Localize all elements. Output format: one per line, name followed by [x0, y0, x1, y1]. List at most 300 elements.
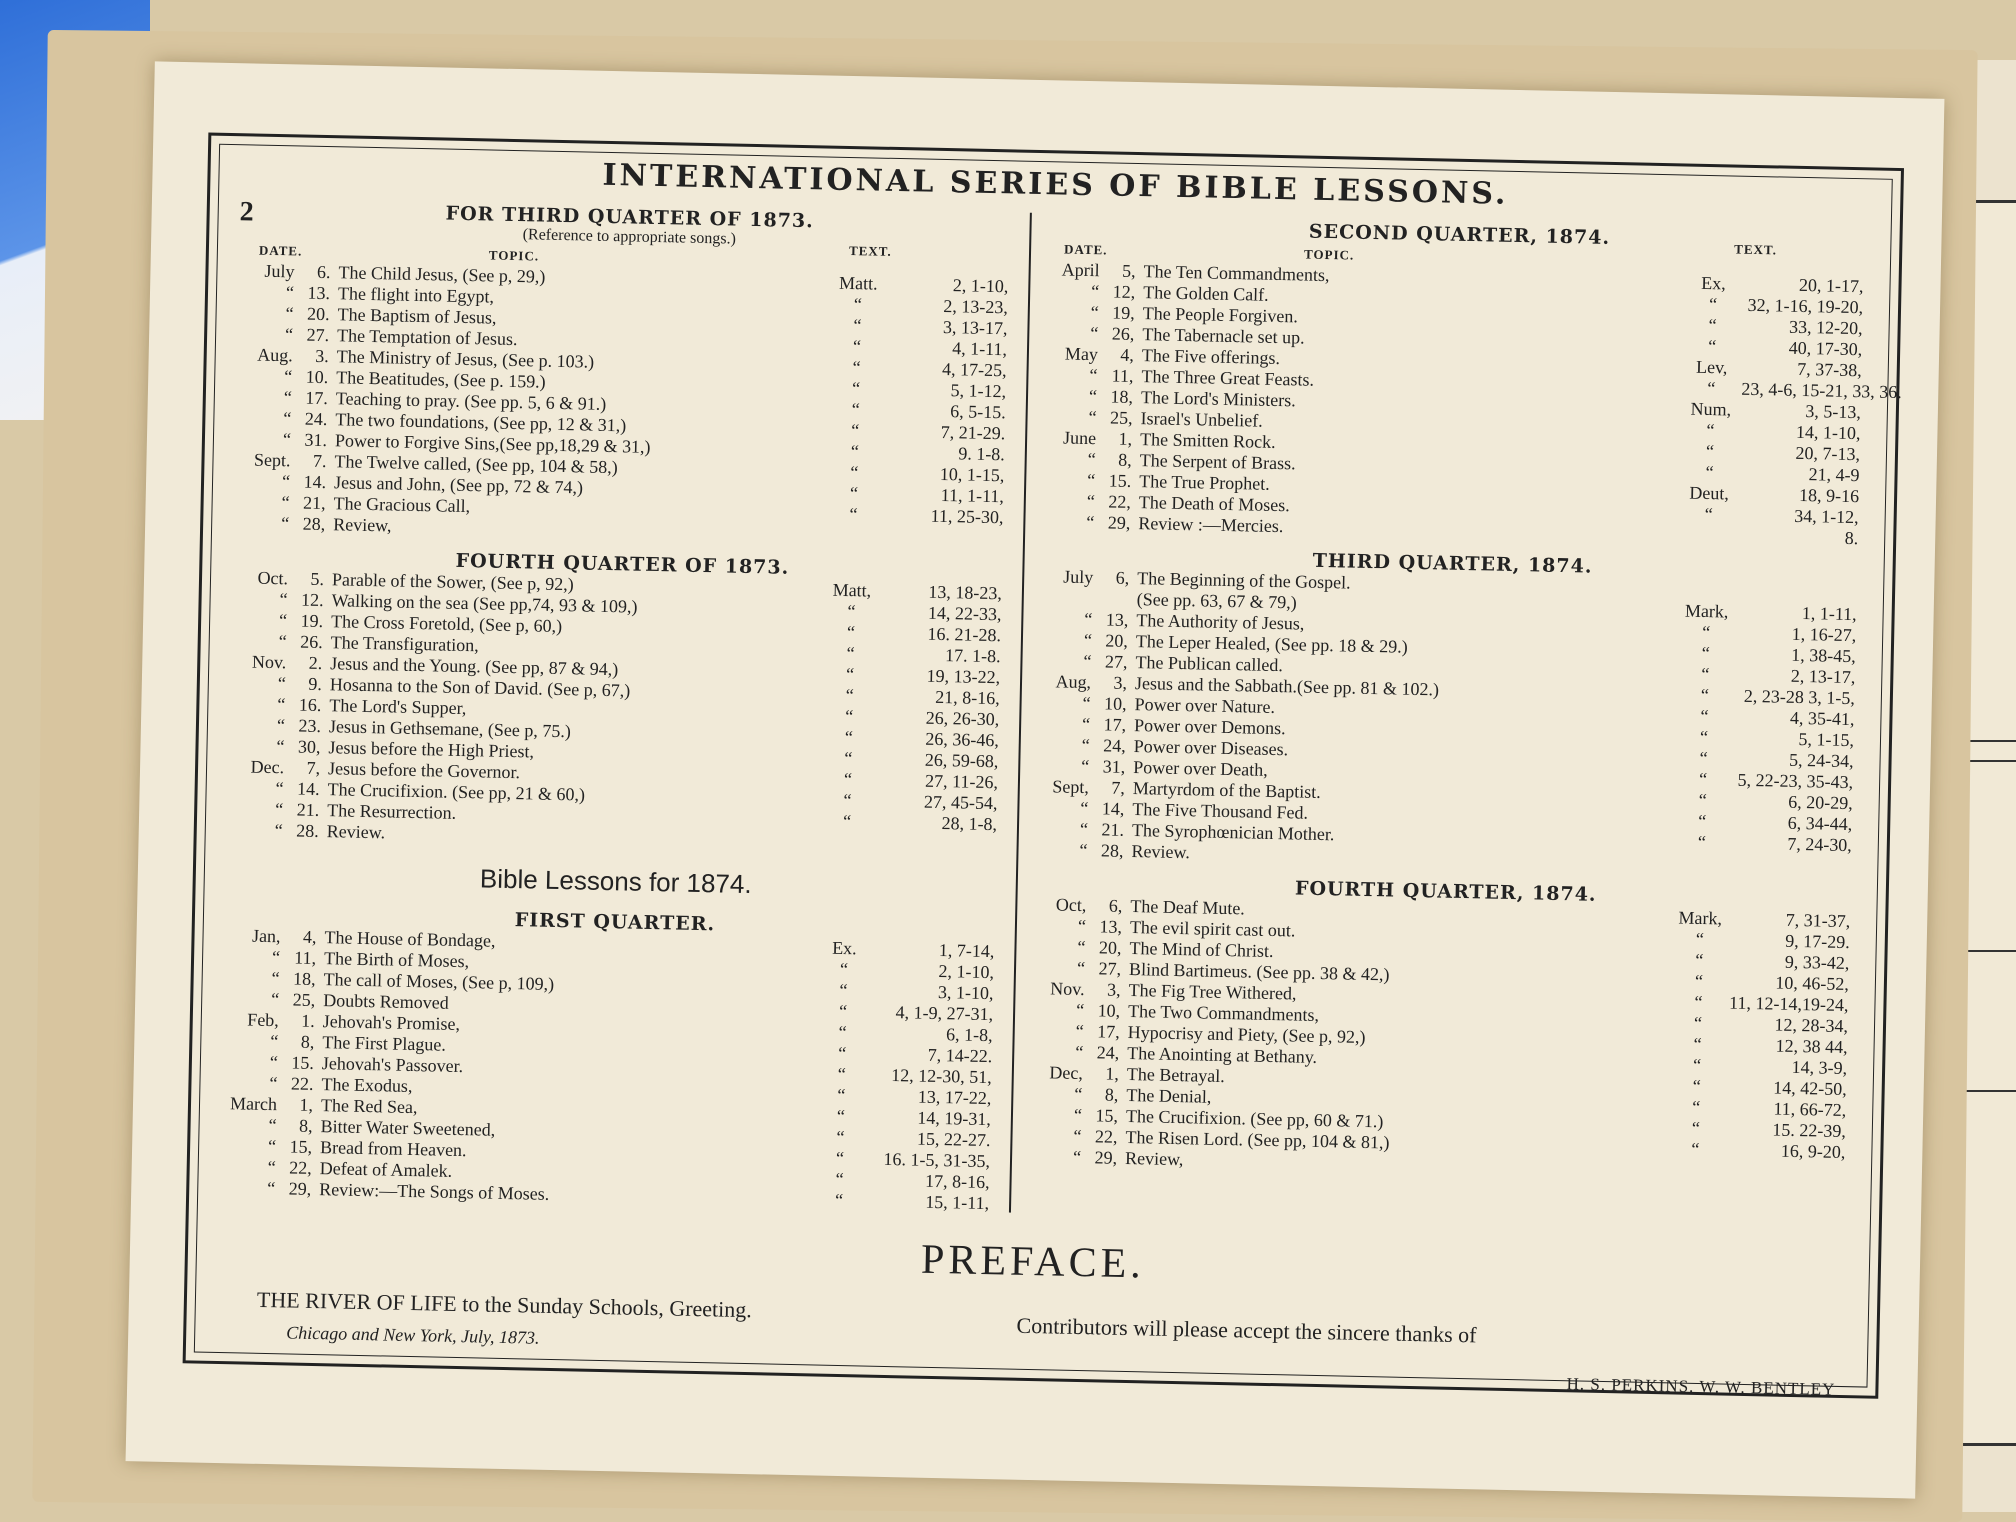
lesson-book: “	[838, 1021, 847, 1043]
lesson-month: Dec,	[1049, 1062, 1084, 1084]
lesson-topic: The Resurrection.	[327, 800, 457, 823]
lesson-day: 14.	[303, 471, 327, 493]
lesson-text: 6, 34-44,	[1787, 812, 1853, 835]
lesson-month: “	[1075, 999, 1085, 1021]
lesson-topic: The Exodus,	[321, 1074, 413, 1097]
lesson-book	[1665, 1159, 1725, 1181]
lesson-text: 8.	[1844, 527, 1859, 549]
lesson-month: “	[278, 631, 287, 652]
lesson-day	[1097, 588, 1137, 610]
preface-dateline: Chicago and New York, July, 1873.	[286, 1322, 540, 1348]
lesson-topic: The Lord's Supper,	[329, 695, 467, 719]
lesson-book: “	[852, 336, 862, 357]
lesson-text: 6, 20-29,	[1787, 791, 1853, 814]
lesson-text: 12, 28-34,	[1774, 1014, 1849, 1037]
lesson-topic: The Ministry of Jesus, (See p. 103.)	[336, 346, 595, 372]
lesson-book: “	[1705, 461, 1714, 483]
lesson-text: 3, 5-13,	[1805, 401, 1862, 423]
lesson-topic: The Three Great Feasts.	[1141, 366, 1315, 390]
lesson-topic: The Two Commandments,	[1127, 1001, 1320, 1025]
lesson-day: 28.	[296, 820, 319, 842]
lesson-topic: The Five Thousand Fed.	[1132, 799, 1309, 823]
lesson-month: “	[1076, 957, 1086, 979]
lesson-month: “	[1081, 734, 1090, 756]
lesson-topic: The House of Bondage,	[324, 927, 496, 951]
lesson-book: Matt.	[838, 272, 878, 294]
lesson-month: Aug.	[257, 344, 293, 366]
lesson-book: Deut,	[1689, 482, 1730, 504]
lesson-day: 12,	[1112, 281, 1136, 302]
lesson-day: 6,	[1115, 567, 1130, 588]
lesson-book: “	[1693, 1012, 1703, 1034]
lesson-month: “	[279, 589, 288, 610]
lesson-day: 13,	[1105, 609, 1129, 630]
lesson-month: “	[285, 303, 294, 324]
lesson-month: “	[1083, 629, 1093, 651]
lesson-topic: The Mind of Christ.	[1129, 938, 1274, 962]
lesson-topic: Jesus before the High Priest,	[328, 737, 535, 762]
lesson-book: “	[1699, 747, 1708, 769]
lesson-topic: The First Plague.	[322, 1032, 447, 1055]
lesson-day: 8,	[300, 1031, 315, 1052]
lesson-day: 10,	[1103, 693, 1127, 714]
lesson-day: 26,	[1111, 323, 1135, 344]
lesson-text: 13, 18-23,	[928, 581, 1003, 604]
lesson-text: 1, 38-45,	[1791, 644, 1856, 667]
lesson-text: 14, 42-50,	[1773, 1077, 1847, 1100]
lesson-book: “	[846, 622, 856, 643]
lesson-day: 25,	[292, 989, 316, 1010]
lesson-book: Ex.	[831, 937, 857, 959]
lesson-book: “	[844, 727, 854, 748]
lesson-month: “	[1090, 323, 1099, 344]
lesson-text: 7, 37-38,	[1797, 358, 1862, 381]
lesson-topic: Martyrdom of the Baptist.	[1132, 778, 1322, 802]
lesson-text: 5, 24-34,	[1788, 749, 1854, 772]
lesson-book	[816, 831, 876, 853]
lesson-month: “	[283, 408, 292, 429]
lesson-text: 1, 1-11,	[1801, 603, 1857, 625]
lesson-text: 9. 1-8.	[958, 443, 1006, 465]
lesson-book: “	[1692, 1075, 1701, 1097]
lesson-topic: Jesus in Gethsemane, (See p, 75.)	[328, 716, 572, 742]
lesson-text	[1725, 1161, 1855, 1185]
lesson-book: “	[836, 1126, 845, 1148]
lesson-month: “	[276, 736, 285, 757]
lesson-text: 28, 1-8,	[941, 813, 998, 835]
lesson-topic: The Transfiguration,	[330, 632, 479, 656]
lesson-day: 14,	[1101, 798, 1125, 819]
lesson-topic: Power to Forgive Sins,(See pp,18,29 & 31,)	[334, 430, 651, 457]
year-heading: Bible Lessons for 1874.	[479, 863, 752, 900]
lesson-month: “	[269, 1073, 278, 1094]
lesson-topic: The Five offerings.	[1141, 345, 1281, 369]
lesson-day: 6.	[316, 261, 331, 283]
lesson-month: Sept.	[253, 449, 291, 471]
lesson-topic: Review.	[326, 821, 386, 843]
lesson-text: 19, 13-22,	[926, 665, 1001, 688]
lesson-month: Sept,	[1052, 776, 1090, 798]
lesson-day: 27,	[1098, 958, 1122, 979]
lesson-text: 17. 1-8.	[944, 645, 1001, 667]
lesson-book: “	[1704, 503, 1713, 525]
lesson-month: April	[1061, 259, 1100, 281]
lesson-month: “	[1083, 650, 1092, 672]
lesson-text: 20, 7-13,	[1795, 442, 1861, 465]
lesson-day: 31,	[1102, 756, 1126, 777]
lesson-book: “	[1695, 949, 1704, 971]
lesson-topic: The Beatitudes, (See p. 159.)	[336, 367, 546, 392]
lesson-text: 11, 66-72,	[1773, 1098, 1847, 1121]
lesson-day: 7,	[1111, 777, 1126, 798]
lesson-month: Nov.	[251, 651, 287, 673]
left-column	[219, 198, 1020, 1214]
lesson-text: 33, 12-20,	[1788, 316, 1863, 339]
lesson-book	[823, 525, 883, 547]
lesson-day: 14.	[296, 778, 320, 800]
lesson-text: 16. 21-28.	[927, 623, 1002, 646]
lesson-topic: The Birth of Moses,	[323, 948, 470, 972]
lesson-month: “	[276, 715, 286, 736]
lesson-book: “	[1698, 810, 1707, 832]
lesson-month: March	[229, 1093, 278, 1115]
lesson-month: “	[1075, 1020, 1084, 1042]
lesson-book: “	[1694, 970, 1704, 992]
lesson-day: 9.	[308, 673, 323, 695]
lesson-day: 23.	[298, 715, 322, 737]
lesson-book: “	[852, 357, 861, 378]
date-label: DATE.	[1063, 241, 1108, 258]
lesson-day: 8,	[1118, 449, 1132, 470]
lesson-day: 1.	[301, 1010, 316, 1031]
lesson-book: “	[1700, 684, 1710, 706]
preface-thanks: Contributors will please accept the sincere thanks of	[1016, 1312, 1477, 1348]
lesson-book: “	[850, 462, 859, 483]
lesson-book: “	[837, 1063, 847, 1085]
lesson-month: “	[271, 968, 280, 989]
section-title: FOURTH QUARTER, 1874.	[1294, 877, 1597, 906]
lesson-topic: The Deaf Mute.	[1130, 896, 1246, 919]
lesson-month: “	[281, 492, 290, 513]
lesson-list	[1031, 566, 1867, 877]
lesson-text: 21, 8-16,	[935, 686, 1000, 709]
lesson-month: “	[274, 820, 283, 841]
lesson-text: 10, 46-52,	[1775, 972, 1850, 995]
lesson-book: “	[1701, 642, 1711, 664]
lesson-day: 26.	[300, 631, 323, 653]
text-label: TEXT.	[1734, 241, 1778, 258]
lesson-book: “	[1708, 294, 1718, 315]
lesson-topic: The Beginning of the Gospel.	[1137, 568, 1351, 593]
lesson-book: “	[842, 810, 852, 832]
lesson-day: 22,	[1094, 1126, 1118, 1147]
lesson-book: “	[834, 1189, 844, 1211]
lesson-topic: Hosanna to the Son of David. (See p, 67,)	[329, 674, 631, 701]
preface-signature: H. S. PERKINS. W. W. BENTLEY	[1566, 1374, 1836, 1399]
topic-label: TOPIC.	[1303, 246, 1355, 263]
lesson-topic: Hypocrisy and Piety, (See p, 92,)	[1127, 1021, 1366, 1047]
lesson-topic: The Death of Moses.	[1138, 492, 1290, 516]
text-label: TEXT.	[848, 242, 892, 259]
lesson-day: 22,	[1108, 491, 1132, 512]
lesson-text: 18, 9-16	[1798, 484, 1860, 507]
lesson-topic: The Smitten Rock.	[1139, 429, 1276, 452]
lesson-list	[1025, 894, 1861, 1184]
lesson-text: 1, 16-27,	[1791, 623, 1857, 646]
lesson-text: 2, 13-23,	[943, 295, 1009, 318]
lesson-day: 20,	[1105, 630, 1129, 651]
lesson-book: “	[835, 1168, 844, 1190]
lesson-day: 18,	[292, 968, 316, 989]
lesson-book: “	[1693, 1033, 1702, 1055]
lesson-book: “	[1691, 1138, 1700, 1159]
lesson-month: “	[267, 1136, 277, 1157]
lesson-topic: The Authority of Jesus,	[1136, 610, 1305, 634]
lesson-day: 3.	[315, 345, 329, 367]
lesson-month: “	[1087, 449, 1096, 470]
lesson-topic: The Crucifixion. (See pp, 21 & 60,)	[327, 779, 586, 805]
lesson-month: “	[1074, 1083, 1083, 1105]
lesson-month: “	[283, 387, 293, 408]
lesson-month: “	[1088, 407, 1097, 428]
lesson-topic: The People Forgiven.	[1142, 303, 1299, 327]
lesson-topic: Teaching to pray. (See pp. 5, 6 & 91.)	[335, 388, 607, 414]
lesson-text: 4, 1-9, 27-31,	[895, 1002, 994, 1025]
lesson-text: 13, 17-22,	[917, 1086, 992, 1109]
lesson-topic: Parable of the Sower, (See p, 92,)	[331, 569, 574, 595]
lesson-topic: Review:—The Songs of Moses.	[319, 1179, 550, 1204]
lesson-text: 27, 11-26,	[924, 770, 999, 793]
lesson-day: 27.	[306, 324, 330, 346]
lesson-text	[883, 526, 1013, 550]
lesson-day: 15.	[1108, 470, 1132, 491]
lesson-text: 5, 1-15,	[1798, 728, 1855, 751]
lesson-topic: The Gracious Call,	[333, 493, 471, 517]
lesson-month: “	[284, 324, 294, 345]
lesson-month: “	[277, 694, 286, 715]
lesson-day: 5,	[1121, 260, 1136, 281]
lesson-day: 28,	[1100, 840, 1124, 861]
lesson-book: “	[1692, 1054, 1702, 1076]
lesson-text	[1731, 854, 1861, 878]
lesson-day: 18,	[1110, 386, 1134, 407]
lesson-book: Ex,	[1701, 272, 1727, 294]
lesson-text: 5, 22-23, 35-43,	[1737, 769, 1854, 793]
lesson-topic: The True Prophet.	[1139, 471, 1270, 494]
lesson-text: 6, 5-15.	[949, 401, 1006, 423]
lesson-month: “	[281, 471, 291, 492]
lesson-day: 17.	[305, 387, 329, 409]
lesson-book: “	[845, 664, 855, 685]
lesson-topic: The Temptation of Jesus.	[336, 325, 518, 350]
lesson-list	[1038, 259, 1903, 549]
lesson-text: 7, 21-29.	[940, 421, 1006, 444]
lesson-month: “	[1079, 818, 1089, 840]
lesson-text: 20, 1-17,	[1798, 274, 1864, 297]
lesson-text: 6, 1-8,	[945, 1024, 993, 1046]
lesson-book: Matt,	[832, 579, 872, 601]
lesson-day: 13,	[1099, 916, 1123, 937]
lesson-topic: The Denial,	[1126, 1084, 1212, 1107]
lesson-book: “	[1708, 315, 1717, 336]
lesson-topic: Review :—Mercies.	[1138, 513, 1284, 537]
lesson-topic: Review.	[1131, 841, 1191, 863]
lesson-text: 15. 22-39,	[1772, 1119, 1847, 1142]
lesson-list	[233, 260, 1019, 549]
lesson-book: “	[836, 1105, 846, 1127]
lesson-book: “	[1697, 831, 1707, 853]
lesson-text: 3, 13-17,	[942, 316, 1008, 339]
lesson-book: Mark,	[1684, 600, 1729, 622]
lesson-book: “	[1701, 663, 1710, 685]
lesson-day: 29,	[288, 1178, 312, 1199]
lesson-day: 22,	[289, 1157, 312, 1178]
lesson-book: Num,	[1690, 398, 1732, 420]
lesson-text: 27, 45-54,	[923, 791, 998, 814]
right-column	[1025, 215, 1903, 1184]
lesson-month: “	[268, 1115, 277, 1136]
lesson-book: “	[1698, 789, 1707, 811]
lesson-day: 3,	[1106, 979, 1121, 1000]
lesson-day: 1,	[299, 1094, 314, 1115]
lesson-day: 21.	[1101, 819, 1125, 840]
lesson-month: “	[285, 282, 295, 303]
lesson-month: “	[282, 429, 292, 450]
lesson-month: “	[271, 989, 280, 1010]
lesson-topic: Review,	[332, 514, 392, 536]
lesson-book: “	[838, 1042, 847, 1064]
lesson-list	[227, 567, 1013, 856]
lesson-month: “	[271, 947, 281, 968]
lesson-book: “	[845, 685, 854, 706]
lesson-text: 15, 22-27.	[916, 1128, 991, 1151]
lesson-book: “	[849, 504, 858, 525]
lesson-day: 10,	[1097, 1000, 1121, 1021]
lesson-month: “	[1086, 512, 1095, 533]
lesson-topic: The evil spirit cast out.	[1129, 917, 1296, 941]
lesson-book: “	[839, 958, 849, 980]
lesson-day: 19,	[1112, 302, 1136, 323]
lesson-book: “	[849, 483, 859, 504]
lesson-month: “	[270, 1031, 279, 1052]
lesson-topic: Jesus and the Sabbath.(See pp. 81 & 102.)	[1134, 673, 1440, 700]
lesson-month: Oct,	[1055, 894, 1087, 916]
lesson-topic: The Leper Healed, (See pp. 18 & 29.)	[1135, 631, 1408, 657]
lesson-text: 32, 1-16, 19-20,	[1747, 294, 1864, 318]
lesson-day: 13.	[307, 282, 331, 304]
lesson-month: Aug,	[1055, 671, 1092, 693]
lesson-text: 34, 1-12,	[1793, 505, 1859, 528]
lesson-book: “	[1705, 440, 1715, 462]
lesson-text: 1, 7-14,	[938, 940, 995, 962]
lesson-text: 9, 17-29.	[1785, 930, 1850, 953]
lesson-month: “	[1088, 386, 1098, 407]
lesson-month: May	[1064, 343, 1099, 365]
lesson-topic: The Ten Commandments,	[1143, 261, 1330, 286]
lesson-month: Oct.	[257, 567, 289, 589]
lesson-text: 16. 1-5, 31-35,	[883, 1148, 991, 1172]
lesson-month: Nov.	[1050, 978, 1085, 1000]
lesson-book: “	[851, 399, 860, 420]
lesson-topic: The Lord's Ministers.	[1140, 387, 1296, 411]
lesson-month: “	[1073, 1125, 1082, 1147]
lesson-book: “	[835, 1147, 845, 1169]
lesson-topic: Power over Nature.	[1134, 694, 1276, 718]
lesson-text: 11, 25-30,	[930, 505, 1004, 528]
lesson-book: “	[853, 294, 863, 315]
lesson-month: “	[1081, 755, 1090, 777]
lesson-topic: Israel's Unbelief.	[1140, 408, 1263, 431]
lesson-topic: The Betrayal.	[1126, 1063, 1226, 1087]
lesson-day: 24,	[1103, 735, 1126, 756]
lesson-text: 7, 24-30,	[1787, 833, 1853, 856]
lesson-book: “	[844, 748, 853, 769]
lesson-day: 8,	[298, 1115, 313, 1136]
lesson-day: 11,	[1111, 365, 1134, 386]
lesson-book: “	[1694, 991, 1703, 1013]
lesson-text: 11, 12-14,19-24,	[1728, 992, 1849, 1016]
lesson-day: 19.	[300, 610, 324, 632]
lesson-text: 17, 8-16,	[924, 1170, 990, 1193]
lesson-day: 7,	[306, 757, 321, 779]
lesson-month: Feb,	[247, 1009, 280, 1031]
lesson-day: 30,	[297, 736, 321, 758]
lesson-day: 20.	[306, 303, 330, 325]
lesson-day: 11,	[294, 947, 317, 968]
lesson-topic: Review,	[1124, 1147, 1184, 1170]
lesson-month: Jan,	[251, 925, 281, 947]
lesson-text: 4, 35-41,	[1789, 707, 1855, 730]
lesson-topic: The Syrophœnician Mother.	[1131, 820, 1335, 845]
lesson-day: 17,	[1103, 714, 1127, 735]
lesson-text: 14, 1-10,	[1795, 421, 1861, 444]
lesson-topic: Jesus and John, (See pp, 72 & 74,)	[333, 472, 584, 498]
lesson-day: 7.	[312, 450, 327, 472]
lesson-text: 4, 17-25,	[941, 358, 1007, 381]
lesson-book: Lev,	[1695, 356, 1728, 378]
lesson-book: “	[1707, 377, 1716, 399]
lesson-month: “	[1091, 281, 1100, 302]
section-title: FOURTH QUARTER OF 1873.	[455, 549, 790, 579]
lesson-text: 16, 9-20,	[1780, 1140, 1846, 1163]
lesson-month: “	[284, 366, 293, 387]
lesson-month: “	[278, 610, 288, 631]
lesson-book: “	[843, 769, 853, 790]
lesson-book	[1678, 524, 1738, 546]
lesson-book: “	[853, 315, 862, 336]
lesson-month: July	[1063, 566, 1094, 588]
lesson-day: 28,	[302, 513, 326, 535]
lesson-topic: The Risen Lord. (See pp, 104 & 81,)	[1125, 1126, 1390, 1153]
lesson-day: 21.	[296, 799, 320, 821]
lesson-book: Mark,	[1678, 907, 1723, 929]
lesson-text: 7, 31-37,	[1785, 909, 1851, 932]
lesson-text: 26, 26-30,	[925, 707, 1000, 730]
lesson-month: “	[1079, 839, 1088, 861]
lesson-month: “	[267, 1178, 276, 1199]
lesson-text: 40, 17-30,	[1788, 337, 1863, 360]
lesson-month: “	[1072, 1146, 1082, 1168]
lesson-topic: Jesus before the Governor.	[327, 758, 521, 783]
lesson-topic: The Crucifixion. (See pp, 60 & 71.)	[1125, 1105, 1384, 1132]
lesson-topic: Bitter Water Sweetened,	[320, 1116, 496, 1140]
lesson-topic: Bread from Heaven.	[319, 1137, 467, 1161]
lesson-text: 9, 33-42,	[1784, 951, 1850, 974]
lesson-book: “	[1708, 336, 1717, 357]
lesson-book: “	[837, 1084, 846, 1106]
lesson-topic: The call of Moses, (See p, 109,)	[323, 969, 555, 994]
lesson-text: 10, 1-15,	[939, 463, 1005, 486]
